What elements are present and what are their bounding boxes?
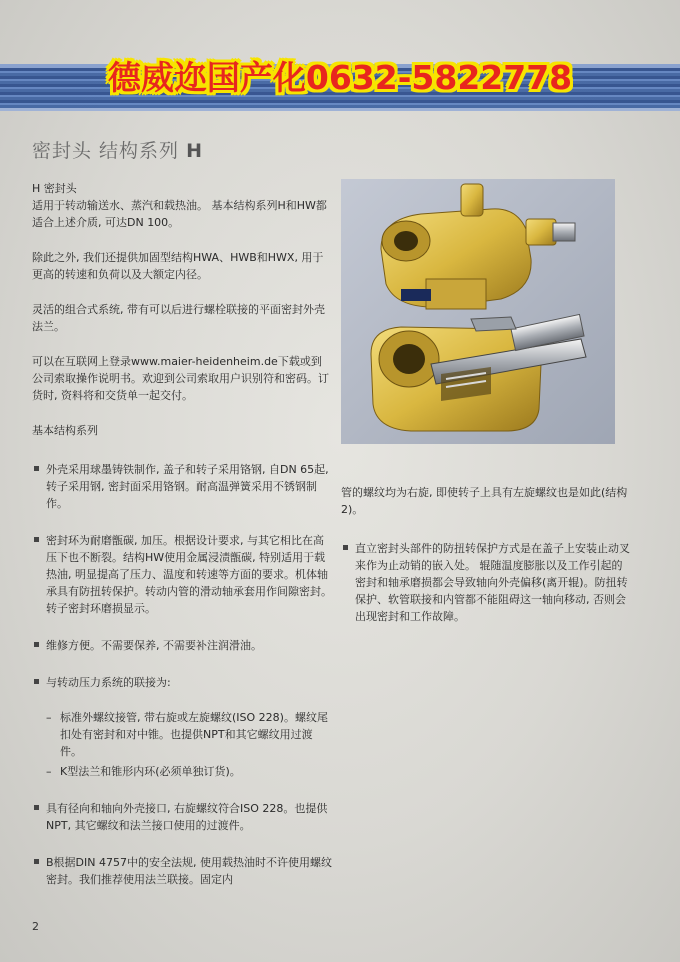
intro-heading: H 密封头 xyxy=(32,182,77,195)
paragraph-modular: 灵活的组合式系统, 带有可以后进行螺栓联接的平面密封外壳法兰。 xyxy=(32,303,325,333)
intro-text: 适用于转动输送水、蒸汽和载热油。 基本结构系列H和HW都适合上述介质, 可达DN 100。 xyxy=(32,199,327,229)
right-column xyxy=(341,484,631,645)
bullet-item: 密封环为耐磨甑碳, 加压。根据设计要求, 与其它相比在高压下也不断裂。结构HW使用金属浸渍甑碳, 特别适用于载热油, 明显提高了压力、温度和转速等方面的要求。机体轴承具有防扭转保护。转动内管的滑动轴承套用作间隙密封。转子密封环磨损显示。 xyxy=(32,532,332,617)
page-title-series: H xyxy=(186,140,203,162)
page-title xyxy=(32,136,203,163)
dash-item: – K型法兰和锥形内环(必须单独订货)。 xyxy=(46,765,241,778)
header-band-edge xyxy=(0,108,680,111)
bullet-item: 直立密封头部件的防扭转保护方式是在盖子上安装止动叉来作为止动销的嵌入处。 辊随温度膨胀以及工作引起的密封和轴承磨损都会导致轴向外壳偏移(离开辊)。防扭转保护、软管联接和内管都不能阻碍这一轴向移动, 否则会出现密封和工作故障。 xyxy=(341,540,631,625)
bullet-item: B根据DIN 4757中的安全法规, 使用载热油时不许使用螺纹密封。我们推荐使用法兰联接。固定内 xyxy=(32,854,332,888)
rotary-joint-illustration xyxy=(341,179,615,444)
paragraph-download: 可以在互联网上登录www.maier-heidenheim.de下载或到公司索取操作说明书。欢迎到公司索取用户识别符和密码。订货时, 资料将和交货单一起交付。 xyxy=(32,355,329,402)
dash-list xyxy=(32,709,332,780)
product-photo xyxy=(341,179,615,444)
bullet-item: 维修方便。不需要保养, 不需要补注润滑油。 xyxy=(32,637,332,654)
section-heading: 基本结构系列 xyxy=(32,424,98,437)
page-title-text: 密封头 结构系列 xyxy=(32,140,180,162)
dash-item: – 标准外螺纹接管, 带右旋或左旋螺纹(ISO 228)。螺纹尾扣处有密封和对中锥。也提供NPT和其它螺纹用过渡件。 xyxy=(46,711,328,758)
paragraph-variants: 除此之外, 我们还提供加固型结构HWA、HWB和HWX, 用于更高的转速和负荷以及大额定内径。 xyxy=(32,251,324,281)
bullet-item: 与转动压力系统的联接为: xyxy=(32,674,332,691)
bullet-item: 外壳采用球墨铸铁制作, 盖子和转子采用铬钢, 自DN 65起, 转子采用钢, 密封面采用铬钢。耐高温弹簧采用不锈钢制作。 xyxy=(32,461,332,512)
continued-text: 管的螺纹均为右旋, 即使转子上具有左旋螺纹也是如此(结构2)。 xyxy=(341,486,628,516)
bullet-item: 具有径向和轴向外壳接口, 右旋螺纹符合ISO 228。也提供NPT, 其它螺纹和法兰接口使用的过渡件。 xyxy=(32,800,332,834)
left-column xyxy=(32,180,332,908)
intro-block xyxy=(32,180,332,231)
page-number: 2 xyxy=(32,920,39,933)
watermark-banner: 德威迩国产化0632-5822778 xyxy=(107,58,573,97)
